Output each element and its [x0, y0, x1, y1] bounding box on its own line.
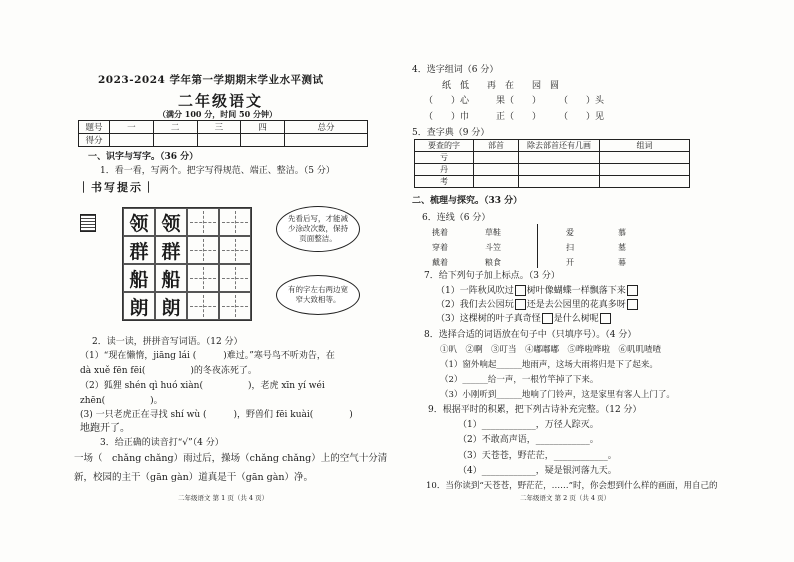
dict-header: 除去部首还有几画: [519, 140, 600, 152]
grid-char: 船: [155, 264, 187, 292]
q7-line: （3）这棵树的叶子真奇怪 是什么树呢: [436, 313, 612, 325]
tip-bubble-1: 先看后写，才能减少涂改次数，保持页面整洁。: [276, 206, 360, 252]
q8-line: （3）小刚听到______地响了门铃声，这是家里有客人上门了。: [440, 390, 675, 400]
blank-cell[interactable]: [187, 208, 219, 236]
punct-box[interactable]: [542, 313, 553, 324]
blank-cell[interactable]: [219, 292, 251, 320]
match-item: 扫: [566, 243, 574, 252]
question-1: 1．看一看，写两个。把字写得规范、端正、整洁。（5 分）: [100, 166, 335, 176]
q9-line: （3）天苍苍，野茫茫，____________。: [458, 451, 617, 461]
punct-box[interactable]: [627, 299, 638, 310]
dict-header: 要查的字: [415, 140, 474, 152]
q8-options: ①叭 ②啊 ③叮当 ④嘟嘟嘟 ⑤哗啦哗啦 ⑥叽叽喳喳: [440, 345, 662, 355]
blank-cell[interactable]: [219, 236, 251, 264]
section-2-heading: 二、梳理与探究。（33 分）: [412, 196, 523, 206]
dict-char: 丹: [415, 164, 474, 176]
dict-char: 亏: [415, 152, 474, 164]
blank-cell[interactable]: [219, 264, 251, 292]
tip-bubble-2: 有的字左右两边宽窄大致相等。: [276, 275, 360, 315]
q2-line: zhēn( )。: [80, 396, 163, 406]
match-item: 穿着: [432, 243, 448, 252]
dictionary-table: [414, 139, 690, 188]
match-item: 幕: [618, 258, 626, 267]
dict-input[interactable]: [519, 164, 600, 176]
grid-char: 群: [123, 236, 155, 264]
q4-chars: 纸 低 再 在 园 圆: [442, 81, 560, 91]
grid-char: 船: [123, 264, 155, 292]
question-7: 7．给下列句子加上标点。（3 分）: [424, 271, 560, 281]
match-item: 爱: [566, 228, 574, 237]
score-cell: 四: [241, 121, 285, 134]
q3-line: 一场（ chǎng chǎng）雨过后，操场（chǎng chǎng）上的空气十分清: [74, 453, 388, 464]
question-6: 6．连线（6 分）: [422, 213, 491, 223]
question-2: 2．读一读，拼拼音写词语。（12 分）: [92, 337, 243, 347]
blank-cell[interactable]: [187, 292, 219, 320]
dict-input[interactable]: [474, 176, 519, 188]
exam-subtitle: 二年级语文: [178, 92, 264, 110]
score-table: [78, 120, 368, 147]
q9-line: （2）不敢高声语，____________。: [458, 435, 599, 445]
question-5: 5．查字典（9 分）: [412, 128, 490, 138]
question-9: 9．根据平时的积累，把下列古诗补充完整。（12 分）: [428, 405, 642, 415]
punct-box[interactable]: [600, 313, 611, 324]
q2-line: （2）狐狸 shén qì huó xiàn( )，老虎 xīn yí wéi: [80, 381, 325, 391]
blank-cell[interactable]: [187, 264, 219, 292]
q2-line: (3) 一只老虎正在寻找 shí wù ( )，野兽们 fēi kuài( ): [80, 410, 353, 420]
score-cell: 二: [153, 121, 197, 134]
dict-header: 组词: [600, 140, 690, 152]
dict-input[interactable]: [474, 164, 519, 176]
score-input[interactable]: [197, 134, 241, 147]
question-3: 3．给正确的读音打“√”（4 分）: [100, 438, 224, 448]
question-4: 4．选字组词（6 分）: [412, 65, 499, 75]
grid-char: 朗: [123, 292, 155, 320]
dict-header: 部首: [474, 140, 519, 152]
grid-char: 领: [155, 208, 187, 236]
section-1-heading: 一、识字与写字。（36 分）: [88, 152, 199, 162]
dict-input[interactable]: [600, 164, 690, 176]
score-input[interactable]: [285, 134, 368, 147]
q2-line: （1）“现在懒惰，jiāng lái ( )难过。”寒号鸟不听劝告，在: [80, 351, 335, 361]
blank-cell[interactable]: [219, 208, 251, 236]
dict-char: 考: [415, 176, 474, 188]
dict-input[interactable]: [519, 152, 600, 164]
punct-box[interactable]: [515, 285, 526, 296]
grid-char: 群: [155, 236, 187, 264]
exam-note: （满分 100 分，时间 50 分钟）: [158, 109, 277, 119]
grid-char: 领: [123, 208, 155, 236]
writing-hint-icon: [80, 214, 96, 232]
score-input[interactable]: [153, 134, 197, 147]
q2-line: 地跑开了。: [80, 423, 130, 434]
q9-line: （4）____________，疑是银河落九天。: [458, 466, 617, 476]
dict-input[interactable]: [600, 176, 690, 188]
match-item: 粮食: [485, 258, 501, 267]
exam-title: 2023-2024 学年第一学期期末学业水平测试: [98, 74, 324, 86]
score-input[interactable]: [110, 134, 154, 147]
match-item: 草鞋: [485, 228, 501, 237]
divider: [537, 224, 538, 268]
match-item: 挑着: [432, 228, 448, 237]
q7-line: （1）一阵秋风吹过 树叶像蝴蝶一样飘落下来: [436, 285, 639, 297]
score-cell: 题号: [79, 121, 110, 134]
score-cell: 得分: [79, 134, 110, 147]
question-10: 10．当你读到“天苍苍，野茫茫，……”时，你会想到什么样的画面，用自己的: [426, 481, 718, 491]
writing-hint-label: ｜书写提示｜: [78, 181, 156, 194]
match-item: 开: [566, 258, 574, 267]
blank-cell[interactable]: [187, 236, 219, 264]
q3-line: 新，校园的主干（gān gàn）道真是干（gān gàn）净。: [74, 472, 313, 483]
question-8: 8．选择合适的词语放在句子中（只填序号）。（4 分）: [424, 330, 637, 340]
q8-line: （1）窗外响起______地雨声，这场大雨将归是下了起来。: [440, 360, 658, 370]
q8-line: （2）______给一声，一根竹竿掉了下来。: [440, 375, 599, 385]
dict-input[interactable]: [519, 176, 600, 188]
match-item: 斗笠: [485, 243, 501, 252]
q4-row: （ ）心 果（ ） （ ）头: [424, 96, 605, 106]
q2-line: dà xuě fēn fēi( )的冬夜冻死了。: [80, 366, 257, 376]
dict-input[interactable]: [474, 152, 519, 164]
page-footer-left: 二年级语文 第 1 页（共 4 页）: [178, 494, 269, 502]
writing-grid: [122, 207, 252, 321]
match-item: 戴着: [432, 258, 448, 267]
q4-row: （ ）巾 正（ ） （ ）见: [424, 112, 605, 122]
score-cell: 总分: [285, 121, 368, 134]
q9-line: （1）____________，万径人踪灭。: [458, 420, 599, 430]
page-footer-right: 二年级语文 第 2 页（共 4 页）: [520, 494, 611, 502]
match-item: 墓: [618, 243, 626, 252]
grid-char: 朗: [155, 292, 187, 320]
score-input[interactable]: [241, 134, 285, 147]
match-item: 慕: [618, 228, 626, 237]
q7-line: （2）我们去公园玩 还是去公园里的花真多呀: [436, 299, 639, 311]
punct-box[interactable]: [627, 285, 638, 296]
punct-box[interactable]: [515, 299, 526, 310]
score-cell: 三: [197, 121, 241, 134]
dict-input[interactable]: [600, 152, 690, 164]
score-cell: 一: [110, 121, 154, 134]
